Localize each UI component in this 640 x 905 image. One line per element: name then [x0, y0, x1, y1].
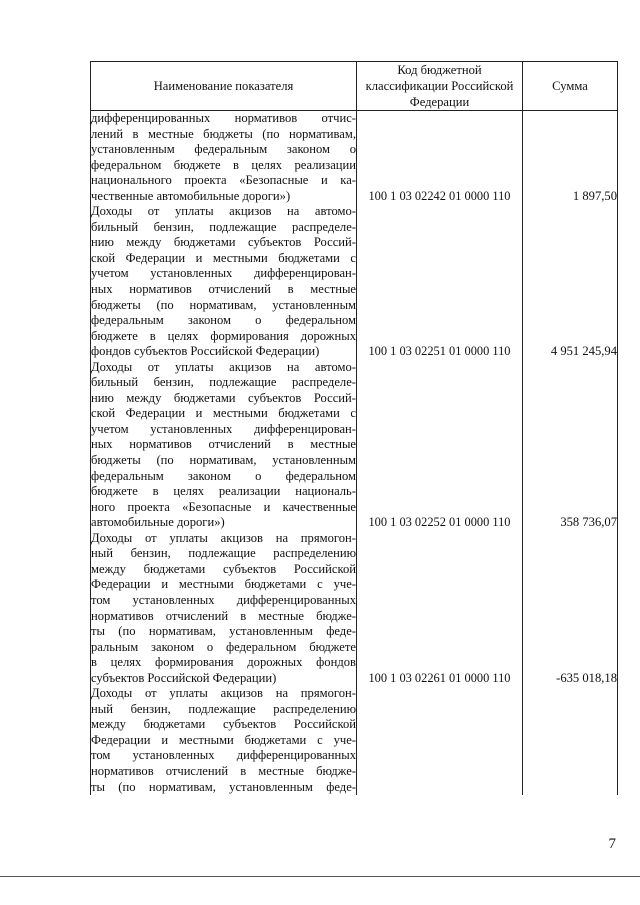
indicator-name-cell — [91, 531, 357, 686]
indicator-name-line: ты (по нормативам, установленным феде- — [91, 624, 356, 639]
budget-code-cell: 100 1 03 02252 01 0000 110 — [357, 360, 523, 531]
indicator-name-line: ный бензин, подлежащие распределению — [91, 701, 356, 716]
table-row — [91, 111, 618, 205]
indicator-name-line: федеральном бюджете в целях реализации — [91, 157, 356, 172]
indicator-name-cell — [91, 686, 357, 795]
indicator-name-line: Федерации и местными бюджетами с уче- — [91, 732, 356, 747]
indicator-name-line: субъектов Российской Федерации) — [91, 670, 277, 685]
indicator-name-line: фондов субъектов Российской Федерации) — [91, 344, 320, 359]
indicator-name-line: ской Федерации и местными бюджетами с — [91, 406, 356, 421]
amount-cell: 1 897,50 — [523, 111, 618, 205]
indicator-name-line: ты (по нормативам, установленным феде- — [91, 779, 356, 794]
header-amount: Сумма — [523, 62, 618, 111]
amount-cell: 358 736,07 — [523, 360, 618, 531]
indicator-name-cell — [91, 111, 357, 205]
budget-income-table — [90, 61, 618, 795]
indicator-name-line: федеральным законом о федеральном — [91, 313, 356, 328]
indicator-name-line: между бюджетами субъектов Российской — [91, 561, 356, 576]
indicator-name-line: Доходы от уплаты акцизов на прямогон- — [91, 686, 356, 701]
indicator-name-line: Доходы от уплаты акцизов на прямогон- — [91, 530, 356, 545]
indicator-name-cell — [91, 204, 357, 359]
amount-cell: 4 951 245,94 — [523, 204, 618, 359]
indicator-name-line: нию между бюджетами субъектов Россий- — [91, 390, 356, 405]
table-body — [91, 111, 618, 796]
indicator-name-line: ных нормативов отчислений в местные — [91, 282, 356, 297]
budget-code-cell: 100 1 03 02261 01 0000 110 — [357, 531, 523, 686]
indicator-name-line: нормативов отчислений в местные бюдже- — [91, 763, 356, 778]
indicator-name-line: Федерации и местными бюджетами с уче- — [91, 577, 356, 592]
indicator-name-line: федеральным законом о федеральном — [91, 468, 356, 483]
indicator-name-line: ный бензин, подлежащие распределению — [91, 546, 356, 561]
indicator-name-line: бюджете в целях формирования дорожных — [91, 328, 356, 343]
amount-cell: -635 018,18 — [523, 531, 618, 686]
indicator-name-line: автомобильные дороги») — [91, 515, 225, 530]
indicator-name-line: национального проекта «Безопасные и ка- — [91, 173, 356, 188]
amount-cell — [523, 686, 618, 795]
indicator-name-line: в целях формирования дорожных фондов — [91, 655, 356, 670]
budget-code-cell: 100 1 03 02251 01 0000 110 — [357, 204, 523, 359]
budget-code-cell: 100 1 03 02242 01 0000 110 — [357, 111, 523, 205]
footer-divider — [0, 876, 640, 877]
indicator-name-line: чественные автомобильные дороги») — [91, 188, 291, 203]
table-row — [91, 531, 618, 686]
indicator-name-line: нию между бюджетами субъектов Россий- — [91, 235, 356, 250]
page-number: 7 — [608, 836, 616, 852]
table-row — [91, 204, 618, 359]
indicator-name-line: ных нормативов отчислений в местные — [91, 437, 356, 452]
indicator-name-line: бильный бензин, подлежащие распределе- — [91, 375, 356, 390]
header-budget-code: Код бюджетной классификации Российской Федерации — [357, 62, 523, 111]
indicator-name-line: ральным законом о федеральном бюджете — [91, 639, 356, 654]
indicator-name-line: ного проекта «Безопасные и качественные — [91, 499, 356, 514]
budget-code-cell — [357, 686, 523, 795]
indicator-name-line: Доходы от уплаты акцизов на автомо- — [91, 204, 356, 219]
header-indicator-name: Наименование показателя — [91, 62, 357, 111]
indicator-name-line: ской Федерации и местными бюджетами с — [91, 250, 356, 265]
table-row — [91, 686, 618, 795]
table-header — [91, 62, 618, 111]
indicator-name-line: нормативов отчислений в местные бюдже- — [91, 608, 356, 623]
indicator-name-line: учетом установленных дифференцирован- — [91, 421, 356, 436]
indicator-name-line: Доходы от уплаты акцизов на автомо- — [91, 359, 356, 374]
indicator-name-line: установленным федеральным законом о — [91, 142, 356, 157]
indicator-name-line: бюджете в целях реализации националь- — [91, 484, 356, 499]
indicator-name-line: между бюджетами субъектов Российской — [91, 717, 356, 732]
indicator-name-line: том установленных дифференцированных — [91, 592, 356, 607]
indicator-name-line: том установленных дифференцированных — [91, 748, 356, 763]
indicator-name-line: учетом установленных дифференцирован- — [91, 266, 356, 281]
indicator-name-line: бильный бензин, подлежащие распределе- — [91, 219, 356, 234]
indicator-name-line: бюджеты (по нормативам, установленным — [91, 453, 356, 468]
table-row — [91, 360, 618, 531]
indicator-name-line: бюджеты (по нормативам, установленным — [91, 297, 356, 312]
indicator-name-line: дифференцированных нормативов отчис- — [91, 111, 356, 125]
indicator-name-line: лений в местные бюджеты (по нормативам, — [91, 126, 356, 141]
indicator-name-cell — [91, 360, 357, 531]
